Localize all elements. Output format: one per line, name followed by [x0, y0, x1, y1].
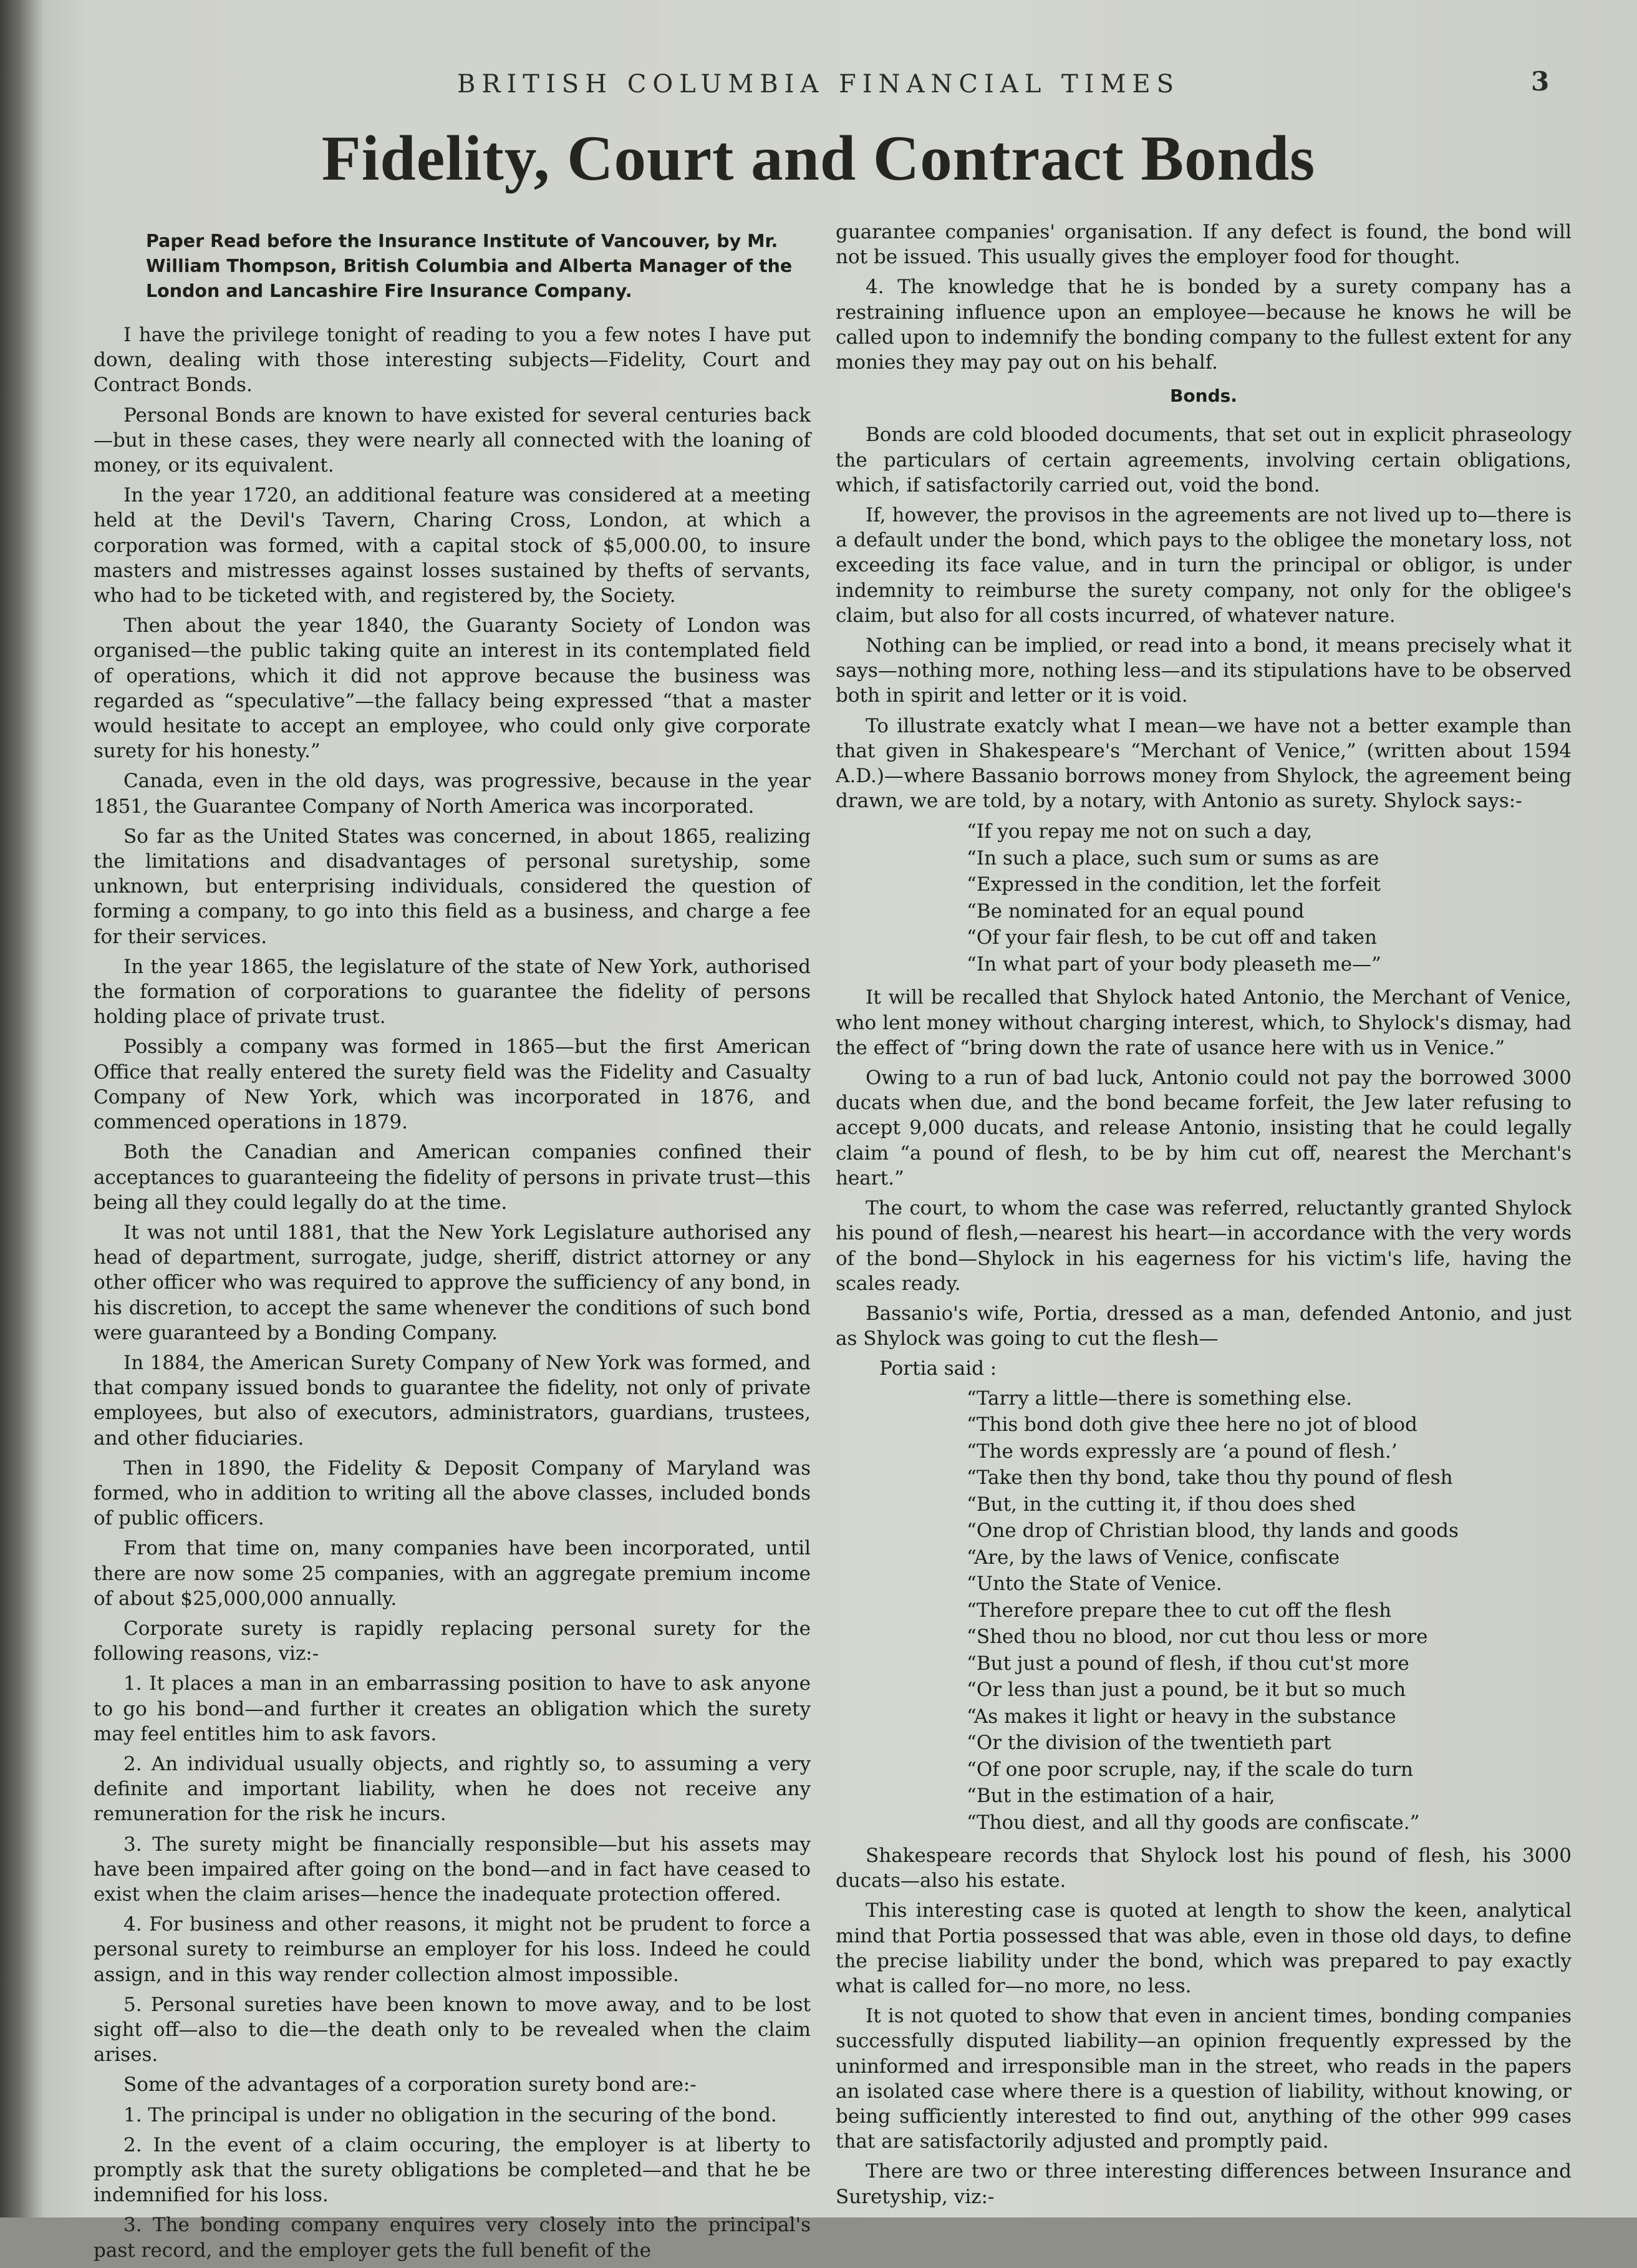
- page-number: 3: [1531, 66, 1550, 97]
- article-title: Fidelity, Court and Contract Bonds: [321, 123, 1316, 194]
- quote-line: “Of one poor scruple, nay, if the scale do turn: [967, 1758, 1413, 1781]
- paragraph: Bassanio's wife, Portia, dressed as a man, defended Antonio, and just as Shylock was going to cut the flesh—: [836, 1302, 1572, 1350]
- paragraph: Owing to a run of bad luck, Antonio could not pay the borrowed 3000 ducats when due, and the bond became forfeit, the Jew later refusing to accept 9,000 ducats, and release Antonio, insisting that he could legally claim “a pound of flesh, to be by him cut off, nearest the Merchant's heart.”: [836, 1067, 1572, 1190]
- quote-line: “Or the division of the twentieth part: [967, 1732, 1331, 1755]
- paragraph: The court, to whom the case was referred, reluctantly granted Shylock his pound of flesh,—nearest his heart—in accordance with the very words of the bond—Shylock in his eagerness for his victim's life, having the scales ready.: [836, 1197, 1572, 1295]
- paragraph: Shakespeare records that Shylock lost his pound of flesh, his 3000 ducats—also his estate.: [836, 1844, 1572, 1892]
- paragraph: I have the privilege tonight of reading to you a few notes I have put down, dealing with those interesting subjects—Fidelity, Court and Contract Bonds.: [94, 324, 811, 397]
- list-item: 1. It places a man in an embarrassing position to have to ask anyone to go his bond—and further it creates an obligation which the surety may feel entitles him to ask favors.: [94, 1672, 811, 1745]
- paragraph: It is not quoted to show that even in ancient times, bonding companies successfully disputed liability—an opinion frequently expressed by the uninformed and irresponsible man in the street, who reads in the papers an isolated case where there is a question of liability, without knowing, or being sufficiently interested to find out, anything of the other 999 cases that are satisfactorily adjusted and promptly paid.: [836, 2005, 1572, 2153]
- quote-line: “But in the estimation of a hair,: [967, 1785, 1275, 1808]
- paragraph: To illustrate exatcly what I mean—we have not a better example than that given in Shakespeare's “Merchant of Venice,” (written about 1594 A.D.)—where Bassanio borrows money from Shylock, the agreement being drawn, we are told, by a notary, with Antonio as surety. Shylock says:-: [836, 714, 1572, 813]
- paragraph: Corporate surety is rapidly replacing personal surety for the following reasons, viz:-: [94, 1617, 811, 1665]
- paragraph: In 1884, the American Surety Company of New York was formed, and that company issued bonds to guarantee the fidelity, not only of private employees, but also of executors, administrators, guardians, trustees, and other fiduciaries.: [94, 1351, 811, 1450]
- portia-said: Portia said :: [879, 1357, 997, 1380]
- right-column: [836, 220, 1572, 2214]
- paragraph: Canada, even in the old days, was progressive, because in the year 1851, the Guarantee Company of North America was incorporated.: [94, 770, 811, 818]
- quote-line: “If you repay me not on such a day,: [967, 820, 1313, 843]
- list-item: 3. The surety might be financially responsible—but his assets may have been impaired after going on the bond—and in fact have ceased to exist when the claim arises—hence the inadequate protection offered.: [94, 1833, 811, 1906]
- list-item: 4. The knowledge that he is bonded by a surety company has a restraining influence upon an employee—because he knows he will be called upon to indemnify the bonding company to the fullest extent for any monies they may pay out on his behalf.: [836, 276, 1572, 374]
- paragraph: It will be recalled that Shylock hated Antonio, the Merchant of Venice, who lent money without charging interest, which, to Shylock's dismay, had the effect of “bring down the rate of usance here with us in Venice.”: [836, 986, 1572, 1059]
- shylock-quote: [836, 818, 1572, 977]
- quote-line: “In what part of your body pleaseth me—”: [967, 952, 1381, 976]
- list-item: 3. The bonding company enquires very closely into the principal's past record, and the employer gets the full benefit of the: [94, 2214, 811, 2262]
- list-item: 2. In the event of a claim occuring, the employer is at liberty to promptly ask that the surety obligations be completed—and that he be indemnified for his loss.: [94, 2133, 811, 2207]
- list-item: 5. Personal sureties have been known to move away, and to be lost sight off—also to die—the death only to be revealed when the claim arises.: [94, 1993, 811, 2067]
- paragraph: Some of the advantages of a corporation surety bond are:-: [123, 2073, 697, 2096]
- quote-line: “But just a pound of flesh, if thou cut'st more: [967, 1652, 1409, 1675]
- list-item: 4. For business and other reasons, it might not be prudent to force a personal surety to reimburse an employer for his loss. Indeed he could assign, and in this way render collection almost impossible.: [94, 1913, 811, 1986]
- quote-line: “Expressed in the condition, let the forfeit: [967, 873, 1381, 896]
- quote-line: “Of your fair flesh, to be cut off and taken: [967, 926, 1377, 949]
- quote-line: “Therefore prepare thee to cut off the flesh: [967, 1599, 1392, 1622]
- quote-line: “Unto the State of Venice.: [967, 1573, 1222, 1596]
- quote-line: “Are, by the laws of Venice, confiscate: [967, 1546, 1340, 1569]
- paragraph: This interesting case is quoted at length to show the keen, analytical mind that Portia possessed that was able, even in those old days, to define the precise liability under the bond, which was prepared to pay exactly what is called for—no more, no less.: [836, 1899, 1572, 1998]
- paragraph: It was not until 1881, that the New York Legislature authorised any head of department, surrogate, judge, sheriff, district attorney or any other officer who was required to approve the sufficiency of any bond, in his discretion, to accept the same whenever the conditions of such bond were guaranteed by a Bonding Company.: [94, 1221, 811, 1344]
- quote-line: “Or less than just a pound, be it but so much: [967, 1679, 1406, 1702]
- paragraph: So far as the United States was concerned, in about 1865, realizing the limitations and disadvantages of personal suretyship, some unknown, but enterprising individuals, considered the question of forming a company, to go into this field as a business, and charge a fee for their services.: [94, 825, 811, 948]
- quote-line: “This bond doth give thee here no jot of blood: [967, 1413, 1417, 1437]
- quote-line: “Thou diest, and all thy goods are confiscate.”: [967, 1811, 1420, 1834]
- left-column: [94, 221, 811, 2268]
- paragraph: guarantee companies' organisation. If any defect is found, the bond will not be issued. This usually gives the employer food for thought.: [836, 221, 1572, 269]
- paragraph: In the year 1865, the legislature of the state of New York, authorised the formation of corporations to guarantee the fidelity of persons holding place of private trust.: [94, 955, 811, 1029]
- paragraph: Then in 1890, the Fidelity & Deposit Company of Maryland was formed, who in addition to writing all the above classes, included bonds of public officers.: [94, 1456, 811, 1530]
- quote-line: “Be nominated for an equal pound: [967, 899, 1305, 923]
- list-item: 2. An individual usually objects, and rightly so, to assuming a very definite and important liability, when he does not receive any remuneration for the risk he incurs.: [94, 1752, 811, 1826]
- quote-line: “In such a place, such sum or sums as are: [967, 846, 1379, 870]
- paragraph: If, however, the provisos in the agreements are not lived up to—there is a default under the bond, which pays to the obligee the monetary loss, not exceeding its face value, and in turn the principal or obligor, is under indemnity to reimburse the surety company, not only for the obligee's claim, but also for all costs incurred, of whatever nature.: [836, 504, 1572, 627]
- quote-line: “One drop of Christian blood, thy lands and goods: [967, 1519, 1459, 1543]
- paragraph: Bonds are cold blooded documents, that set out in explicit phraseology the particulars of certain agreements, involving certain obligations, which, if satisfactorily carried out, void the bond.: [836, 424, 1572, 497]
- quote-line: “Take then thy bond, take thou thy pound of flesh: [967, 1466, 1453, 1490]
- paragraph: Nothing can be implied, or read into a bond, it means precisely what it says—nothing more, nothing less—and its stipulations have to be observed both in spirit and letter or it is void.: [836, 634, 1572, 707]
- paragraph: Both the Canadian and American companies confined their acceptances to guaranteeing the fidelity of persons in private trust—this being all they could legally do at the time.: [94, 1141, 811, 1214]
- paragraph: Personal Bonds are known to have existed for several centuries back—but in these cases, they were nearly all connected with the loaning of money, or its equivalent.: [94, 404, 811, 477]
- paragraph: From that time on, many companies have been incorporated, until there are now some 25 companies, with an aggregate premium income of about $25,000,000 annually.: [94, 1537, 811, 1610]
- paragraph: In the year 1720, an additional feature was considered at a meeting held at the Devil's Tavern, Charing Cross, London, at which a corporation was formed, with a capital stock of $5,000.00, to insure masters and mistresses against losses sustained by thefts of servants, who had to be ticketed with, and registered by, the Society.: [94, 484, 811, 608]
- quote-line: “As makes it light or heavy in the substance: [967, 1705, 1396, 1728]
- byline: Paper Read before the Insurance Institute of Vancouver, by Mr. William Thompson, British Columbia and Alberta Manager of the London and Lancashire Fire Insurance Company.: [146, 231, 793, 301]
- running-head: BRITISH COLUMBIA FINANCIAL TIMES: [456, 70, 1181, 99]
- paragraph: Possibly a company was formed in 1865—but the first American Office that really entered the surety field was the Fidelity and Casualty Company of New York, which was incorporated in 1876, and commenced operations in 1879.: [94, 1035, 811, 1134]
- quote-line: “But, in the cutting it, if thou does shed: [967, 1493, 1356, 1516]
- quote-line: “Shed thou no blood, nor cut thou less or more: [967, 1626, 1428, 1649]
- portia-quote: [836, 1385, 1572, 1836]
- paragraph: There are two or three interesting differences between Insurance and Suretyship, viz:-: [836, 2160, 1572, 2208]
- quote-line: “Tarry a little—there is something else.: [967, 1387, 1353, 1410]
- section-heading: Bonds.: [1170, 385, 1237, 407]
- list-item: 1. The principal is under no obligation in the securing of the bond.: [123, 2103, 777, 2126]
- quote-line: “The words expressly are ‘a pound of flesh.’: [967, 1440, 1398, 1463]
- paragraph: Then about the year 1840, the Guaranty Society of London was organised—the public taking quite an interest in its contemplated field of operations, which it did not approve because the business was regarded as “speculative”—the fallacy being expressed “that a master would hesitate to accept an employee, who could only give corporate surety for his honesty.”: [94, 614, 811, 763]
